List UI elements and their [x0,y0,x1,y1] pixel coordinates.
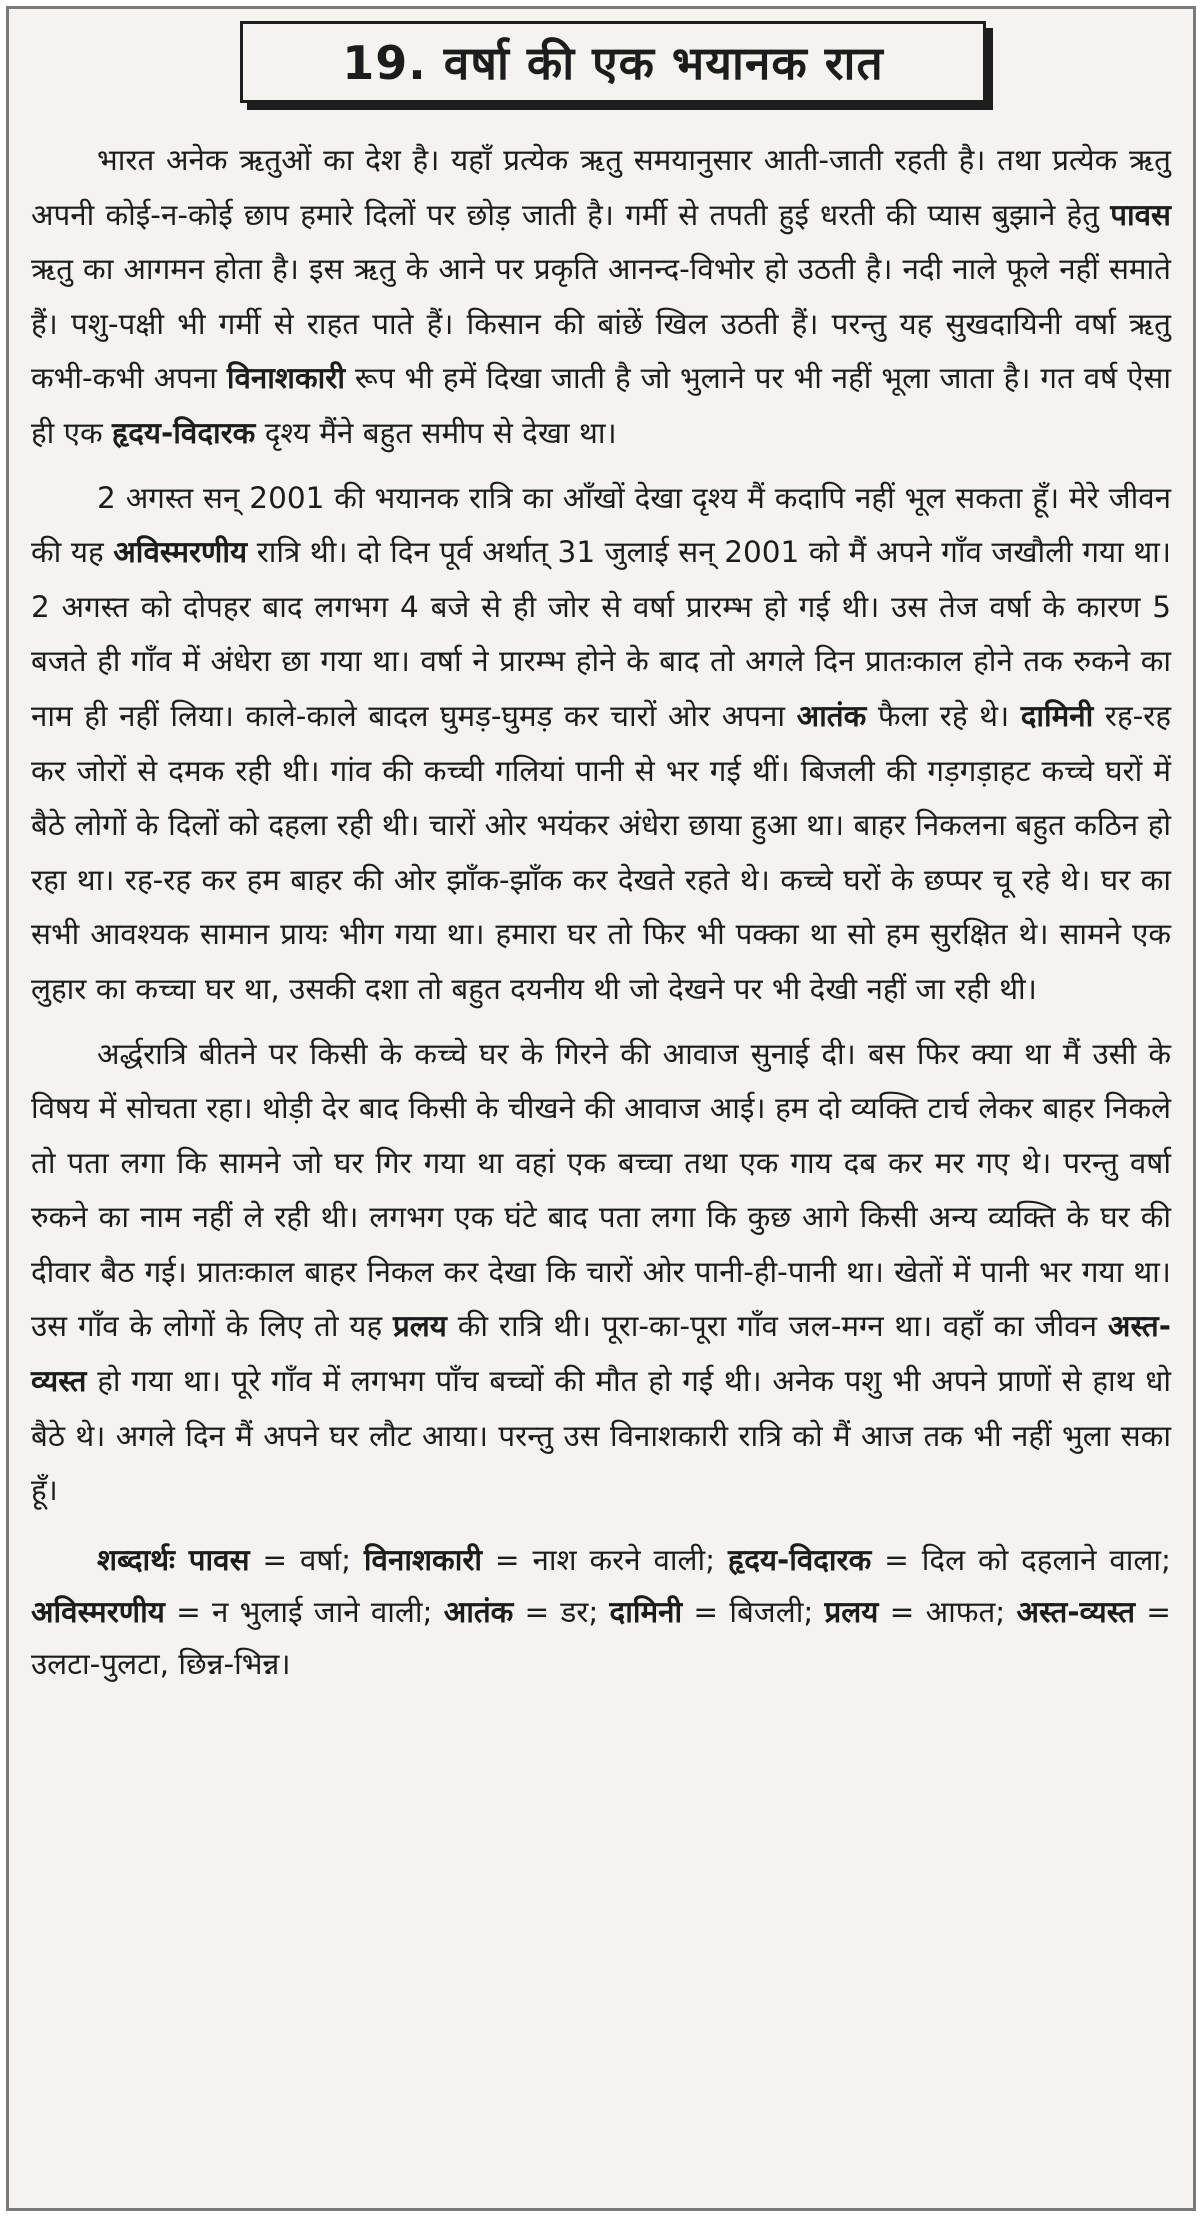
bold-term: पावस [1110,197,1171,232]
paragraph-1 [31,133,1171,461]
bold-term: दामिनी [609,1594,683,1629]
bold-term: दामिनी [1020,698,1094,733]
bold-term: प्रलय [824,1594,879,1629]
bold-term: अस्त-व्यस्त [31,1309,1171,1399]
page-title: 19. वर्षा की एक भयानक रात [342,36,884,90]
text-run: फैला रहे थे। [866,698,1021,733]
text-run: 2 अगस्त सन् 2001 की भयानक रात्रि का आँखों देखा दृश्य मैं कदापि नहीं भूल सकता हूँ। मेरे जीवन की यह [31,480,1171,570]
bold-term: प्रलय [393,1309,447,1344]
text-run: भारत अनेक ऋतुओं का देश है। यहाँ प्रत्येक ऋतु समयानुसार आती-जाती रहती है। तथा प्रत्येक ऋतु अपनी कोई-न-कोई छाप हमारे दिलों पर छोड़ जाती है। गर्मी से तपती हुई धरती की प्यास बुझाने हेतु [31,143,1171,232]
bold-term: अस्त-व्यस्त [1016,1594,1136,1629]
bold-term: हृदय-विदारक [727,1542,872,1577]
text-run: = वर्षा; [249,1542,364,1577]
bold-term: विनाशकारी [226,361,345,396]
paragraph-3 [31,1027,1171,1518]
essay-body [31,133,1171,1690]
text-run: दृश्य मैंने बहुत समीप से देखा था। [255,415,617,450]
document-page [6,6,1196,2211]
text-run: = डर; [513,1594,610,1629]
paragraph-2 [31,471,1171,1017]
text-run: = बिजली; [682,1594,825,1629]
text-run: = दिल को दहलाने वाला; [871,1542,1171,1577]
bold-term: आतंक [443,1594,514,1629]
bold-term: विनाशकारी [363,1542,483,1577]
text-run: अर्द्धरात्रि बीतने पर किसी के कच्चे घर के गिरने की आवाज सुनाई दी। बस फिर क्या था मैं उसी के विषय में सोचता रहा। थोड़ी देर बाद किसी के चीखने की आवाज आई। हम दो व्यक्ति टार्च लेकर बाहर निकले तो पता लगा कि सामने जो घर गिर गया था वहां एक बच्चा तथा एक गाय दब कर मर गए थे। परन्तु वर्षा रुकने का नाम नहीं ले रही थी। लगभग एक घंटे बाद पता लगा कि कुछ आगे किसी अन्य व्यक्ति के घर की दीवार बैठ गई। प्रातःकाल बाहर निकल कर देखा कि चारों ओर पानी-ही-पानी था। खेतों में पानी भर गया था। उस गाँव के लोगों के लिए तो यह [31,1036,1171,1344]
text-run: = आफत; [878,1594,1017,1629]
text-run: रात्रि थी। दो दिन पूर्व अर्थात् 31 जुलाई सन् 2001 को मैं अपने गाँव जखौली गया था। 2 अगस्त को दोपहर बाद लगभग 4 बजे से ही जोर से वर्षा प्रारम्भ हो गई थी। उस तेज वर्षा के कारण 5 बजते ही गाँव में अंधेरा छा गया था। वर्षा ने प्रारम्भ होने के बाद तो अगले दिन प्रातःकाल होने तक रुकने का नाम ही नहीं लिया। काले-काले बादल घुमड़-घुमड़ कर चारों ओर अपना [31,535,1172,733]
bold-term: शब्दार्थः पावस [97,1542,250,1577]
glossary [31,1534,1171,1690]
title-box [240,21,986,103]
bold-term: अविस्मरणीय [113,535,248,570]
text-run: की रात्रि थी। पूरा-का-पूरा गाँव जल-मग्न था। वहाँ का जीवन [446,1309,1108,1344]
text-run: रह-रह कर जोरों से दमक रही थी। गांव की कच्ची गलियां पानी से भर गई थीं। बिजली की गड़गड़ाहट कच्चे घरों में बैठे लोगों के दिलों को दहला रही थी। चारों ओर भयंकर अंधेरा छाया हुआ था। बाहर निकलना बहुत कठिन हो रहा था। रह-रह कर हम बाहर की ओर झाँक-झाँक कर देखते रहते थे। कच्चे घरों के छप्पर चू रहे थे। घर का सभी आवश्यक सामान प्रायः भीग गया था। हमारा घर तो फिर भी पक्का था सो हम सुरक्षित थे। सामने एक लुहार का कच्चा घर था, उसकी दशा तो बहुत दयनीय थी जो देखने पर भी देखी नहीं जा रही थी। [31,698,1172,1006]
text-run: हो गया था। पूरे गाँव में लगभग पाँच बच्चों की मौत हो गई थी। अनेक पशु भी अपने प्राणों से हाथ धो बैठे थे। अगले दिन मैं अपने घर लौट आया। परन्तु उस विनाशकारी रात्रि को मैं आज तक भी नहीं भुला सका हूँ। [31,1364,1171,1508]
text-run: = न भुलाई जाने वाली; [164,1594,444,1629]
text-run: ऋतु का आगमन होता है। इस ऋतु के आने पर प्रकृति आनन्द-विभोर हो उठती है। नदी नाले फूले नहीं समाते हैं। पशु-पक्षी भी गर्मी से राहत पाते हैं। किसान की बांछें खिल उठती हैं। परन्तु यह सुखदायिनी वर्षा ऋतु कभी-कभी अपना [31,252,1171,396]
bold-term: हृदय-विदारक [112,415,256,450]
bold-term: अविस्मरणीय [31,1594,165,1629]
text-run: = उलटा-पुलटा, छिन्न-भिन्न। [31,1594,1171,1681]
bold-term: आतंक [796,698,867,733]
text-run: रूप भी हमें दिखा जाती है जो भुलाने पर भी नहीं भूला जाता है। गत वर्ष ऐसा ही एक [31,361,1171,450]
text-run: = नाश करने वाली; [482,1542,728,1577]
